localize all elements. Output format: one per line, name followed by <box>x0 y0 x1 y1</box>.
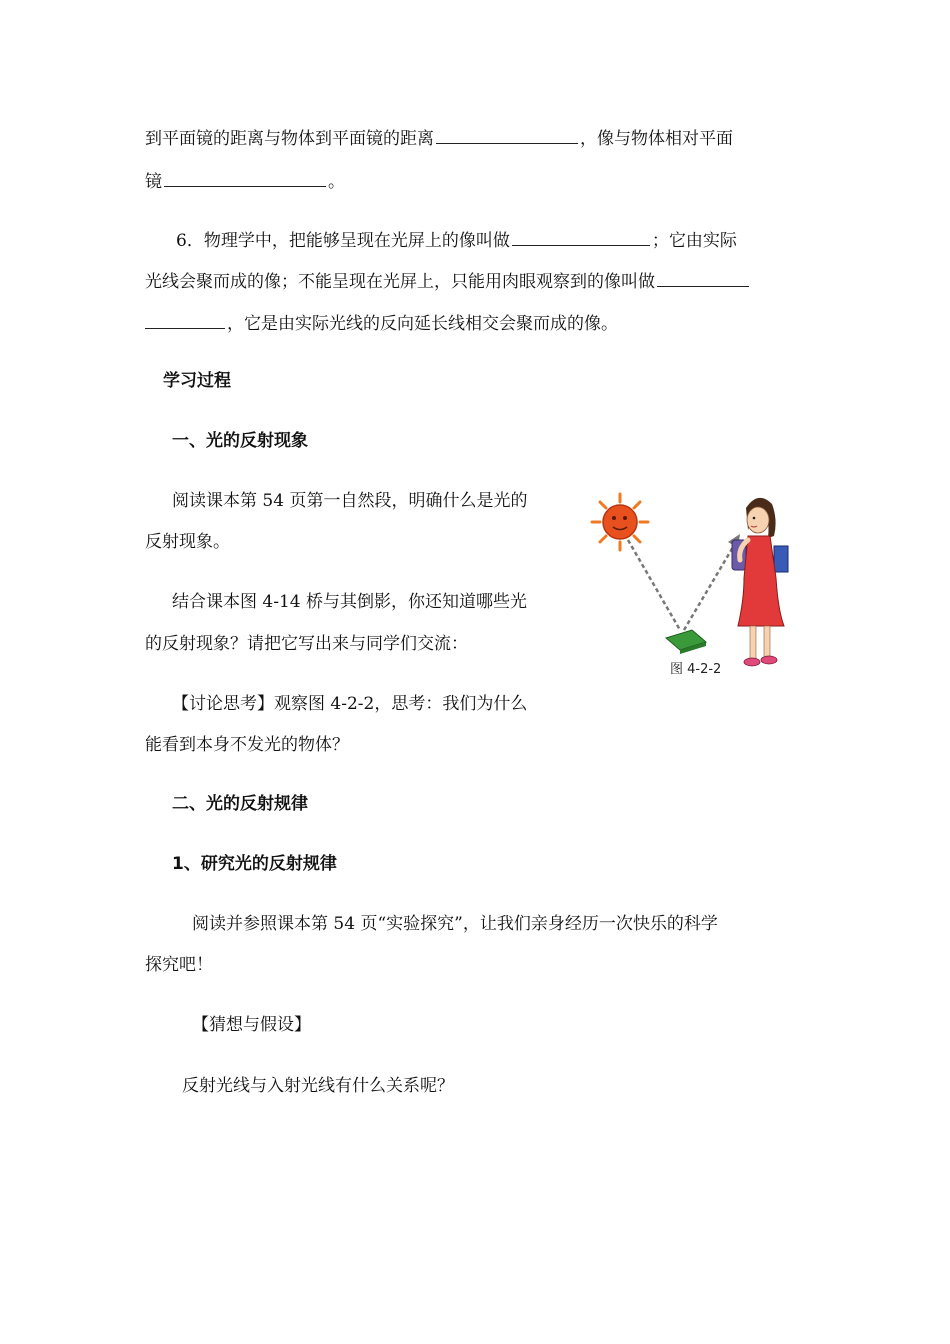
section-1-discuss-line-2: 能看到本身不发光的物体？ <box>145 735 349 755</box>
sun-icon <box>592 494 648 550</box>
text: 镜 <box>145 172 162 192</box>
incident-ray <box>628 540 680 630</box>
guess-hypothesis-title: 【猜想与假设】 <box>192 1015 311 1035</box>
paragraph-5-line-1 <box>145 125 733 151</box>
section-1-combine-line-2: 的反射现象？请把它写出来与同学们交流： <box>145 634 468 654</box>
heading-learning-process: 学习过程 <box>163 371 231 391</box>
fill-in-blank[interactable] <box>436 125 578 144</box>
reflection-question: 反射光线与入射光线有什么关系呢？ <box>182 1076 454 1096</box>
fill-in-blank[interactable] <box>145 310 225 329</box>
paragraph-5-line-2 <box>145 168 345 194</box>
section-1-read-line-1: 阅读课本第 54 页第一自然段，明确什么是光的 <box>172 491 528 511</box>
text: 到平面镜的距离与物体到平面镜的距离 <box>145 129 434 149</box>
paragraph-6-line-3 <box>145 310 618 336</box>
section-2-read-line-1: 阅读并参照课本第 54 页“实验探究”，让我们亲身经历一次快乐的科学 <box>192 914 718 934</box>
heading-sub-1: 1、研究光的反射规律 <box>172 854 337 874</box>
section-2-read-line-2: 探究吧！ <box>145 955 213 975</box>
figure-caption: 图 4-2-2 <box>670 662 722 677</box>
heading-section-1: 一、光的反射现象 <box>172 431 308 451</box>
section-1-combine-line-1: 结合课本图 4-14 桥与其倒影，你还知道哪些光 <box>172 592 527 612</box>
heading-section-2: 二、光的反射规律 <box>172 794 308 814</box>
girl-figure <box>732 498 788 666</box>
text: 6．物理学中，把能够呈现在光屏上的像叫做 <box>176 231 510 251</box>
fill-in-blank[interactable] <box>512 227 650 246</box>
paragraph-6-line-2 <box>145 268 751 294</box>
text: 光线会聚而成的像；不能呈现在光屏上，只能用肉眼观察到的像叫做 <box>145 272 655 292</box>
text: ；它由实际 <box>651 231 737 251</box>
text: ，像与物体相对平面 <box>580 129 733 149</box>
book-icon <box>666 630 706 654</box>
paragraph-6-line-1 <box>176 227 737 253</box>
fill-in-blank[interactable] <box>164 168 326 187</box>
text: 。 <box>328 172 345 192</box>
section-1-discuss-line-1: 【讨论思考】观察图 4-2-2，思考：我们为什么 <box>172 694 528 714</box>
text: ，它是由实际光线的反向延长线相交会聚而成的像。 <box>227 314 618 334</box>
fill-in-blank[interactable] <box>657 268 749 287</box>
section-1-read-line-2: 反射现象。 <box>145 532 230 552</box>
reflected-ray <box>684 542 736 630</box>
